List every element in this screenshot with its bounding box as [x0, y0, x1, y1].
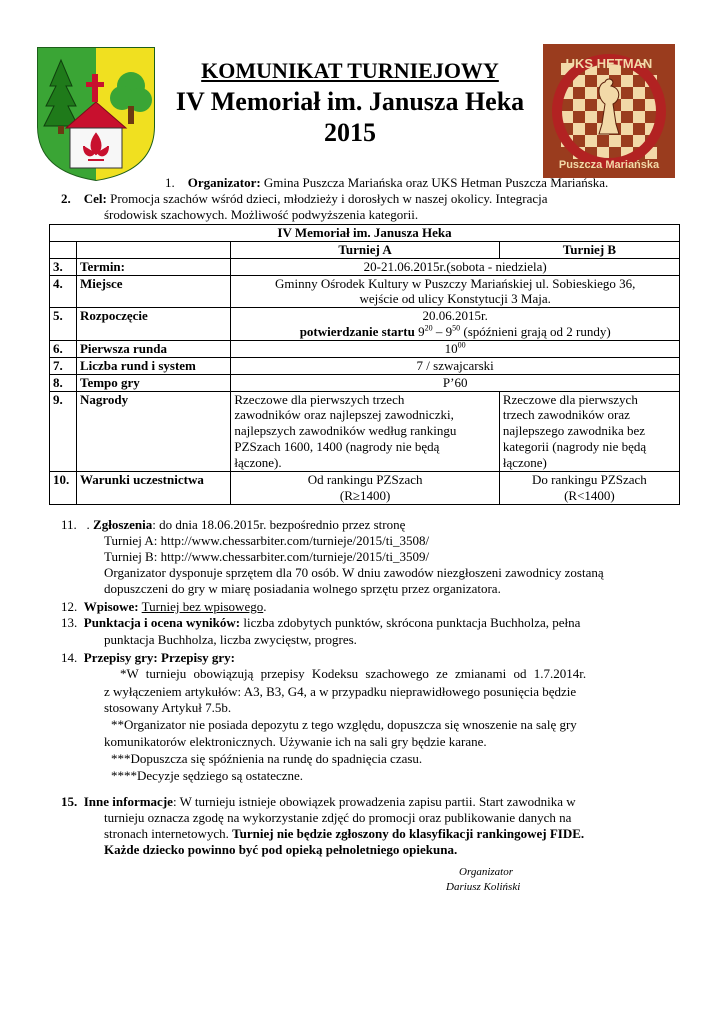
- board-square: [621, 123, 633, 135]
- confirm-label: potwierdzanie startu: [299, 324, 415, 340]
- rules-line: **Organizator nie posiada depozytu z tego względu, dopuszcza się wnoszenie na salę gry: [111, 717, 577, 732]
- table-row: [50, 258, 680, 275]
- row-number: 7.: [50, 357, 77, 374]
- prize-b-line: najlepszego zawodnika bez: [502, 423, 646, 439]
- time-from-minutes: 20: [424, 323, 433, 333]
- rules-line: stosowany Artykuł 7.5b.: [104, 700, 232, 715]
- row-label: Nagrody: [79, 391, 129, 407]
- time-to-minutes: 50: [452, 323, 461, 333]
- prize-b-line: łączone): [502, 455, 547, 471]
- condition-a-rating: (R≥1400): [339, 487, 391, 503]
- section-entry-fee: [61, 599, 266, 615]
- registration-note-1: Organizator dysponuje sprzętem dla 70 osób. W dniu zawodów niezgłoszeni zawodnicy zostaną: [104, 565, 604, 580]
- entry-fee-text: Turniej bez wpisowego: [141, 599, 264, 614]
- row-value: P’60: [231, 374, 680, 391]
- other-info-label: Inne informacje: [83, 794, 173, 809]
- row-label: Termin:: [79, 258, 125, 274]
- row-number: 8.: [50, 374, 77, 391]
- rules-line: ****Decyzje sędziego są ostateczne.: [111, 768, 304, 783]
- row-label: Tempo gry: [79, 374, 140, 390]
- prize-a-line: PZSzach 1600, 1400 (nagrody nie będą: [234, 439, 440, 455]
- board-square: [621, 111, 633, 123]
- row-value: 7 / szwajcarski: [231, 357, 680, 374]
- condition-b-rating: (R<1400): [564, 487, 615, 503]
- row-label: Liczba rund i system: [79, 357, 196, 373]
- board-square: [621, 99, 633, 111]
- item-number: 1.: [165, 175, 175, 190]
- row-number: 9.: [50, 391, 77, 471]
- item-organizer: [165, 175, 608, 191]
- board-square: [609, 135, 621, 147]
- row-number: 4.: [50, 275, 77, 308]
- registration-note-2: dopuszczeni do gry w miarę posiadania wolnego sprzętu przez organizatora.: [104, 581, 501, 596]
- entry-fee-label: Wpisowe:: [83, 599, 139, 614]
- rules-line: ***Dopuszcza się spóźnienia na rundę do spadnięcia czasu.: [111, 751, 423, 766]
- tournament-name: IV Memoriał im. Janusza Heka: [175, 87, 525, 116]
- uks-hetman-logo: [543, 44, 675, 178]
- board-square: [585, 75, 597, 87]
- prize-b-line: Rzeczowe dla pierwszych: [502, 391, 638, 407]
- section-number: 14.: [61, 650, 78, 665]
- time-to: 9: [445, 324, 453, 340]
- scoring-text-2: punktacja Buchholza, liczba zwycięstw, progres.: [104, 632, 357, 647]
- table-row: [50, 275, 680, 308]
- time-from: 9: [418, 324, 425, 340]
- board-square: [633, 87, 645, 99]
- board-square: [633, 111, 645, 123]
- prize-b-line: trzech zawodników oraz: [502, 407, 630, 423]
- board-square: [573, 87, 585, 99]
- tournament-year: 2015: [324, 118, 376, 147]
- row-label: Miejsce: [79, 275, 123, 291]
- table-row: [50, 357, 680, 374]
- rules-line: komunikatorów elektronicznych. Używanie ich na sali gry będzie karane.: [104, 734, 487, 749]
- first-round-hour: 10: [444, 341, 458, 357]
- rules-line: z wyłączeniem artykułów: A3, B3, G4, a w przypadku nieprawidłowego posunięcia będzie: [104, 684, 577, 699]
- board-square: [573, 99, 585, 111]
- board-square: [585, 123, 597, 135]
- registration-label: Zgłoszenia: [93, 517, 153, 532]
- board-square: [633, 123, 645, 135]
- section-number: 12.: [61, 599, 78, 614]
- goal-label: Cel:: [83, 191, 107, 206]
- entry-fee-end: .: [263, 599, 267, 614]
- table-row: [50, 308, 680, 341]
- table-header-row: [50, 241, 680, 258]
- prize-a-line: Rzeczowe dla pierwszych trzech: [234, 391, 405, 407]
- goal-text-1: Promocja szachów wśród dzieci, młodzieży i dorosłych w naszej okolicy. Integracja: [106, 191, 548, 206]
- condition-a: Od rankingu PZSzach: [307, 471, 423, 487]
- section-rules: [61, 650, 235, 666]
- guardian-note: Każde dziecko powinno być pod opieką pełnoletniego opiekuna.: [104, 842, 458, 857]
- row-value: Gminny Ośrodek Kultury w Puszczy Mariańskiej ul. Sobieskiego 36,: [275, 275, 636, 291]
- rules-label: Przepisy gry: Przepisy gry:: [83, 650, 236, 665]
- column-turniej-a: Turniej A: [338, 241, 392, 257]
- section-registration: [61, 517, 405, 533]
- row-value: wejście od ulicy Konstytucji 3 Maja.: [359, 291, 551, 307]
- start-date: 20.06.2015r.: [422, 308, 488, 324]
- item-goal: [61, 191, 548, 207]
- section-scoring: [61, 615, 580, 631]
- table-caption-row: [50, 225, 680, 242]
- late-note: (spóźnieni grają od 2 rundy): [460, 324, 611, 340]
- condition-b: Do rankingu PZSzach: [532, 471, 647, 487]
- section-number: 11.: [61, 517, 77, 532]
- fide-note: Turniej nie będzie zgłoszony do klasyfikacji rankingowej FIDE.: [232, 826, 585, 841]
- signature-name: Dariusz Koliński: [446, 881, 521, 893]
- goal-text-2: środowisk szachowych. Możliwość podwyższenia kategorii.: [104, 207, 419, 222]
- time-dash: –: [432, 324, 446, 340]
- table-row: [50, 391, 680, 471]
- registration-text: : do dnia 18.06.2015r. bezpośrednio przez stronę: [152, 517, 406, 532]
- organizer-text: Gmina Puszcza Mariańska oraz UKS Hetman Puszcza Mariańska.: [260, 175, 609, 190]
- scoring-label: Punktacja i ocena wyników:: [83, 615, 241, 630]
- board-square: [585, 87, 597, 99]
- row-number: 5.: [50, 308, 77, 341]
- board-square: [621, 75, 633, 87]
- table-caption: IV Memoriał im. Janusza Heka: [277, 225, 452, 240]
- row-number: 10.: [50, 471, 77, 504]
- board-square: [585, 111, 597, 123]
- logo-top-text: UKS HETMAN: [565, 56, 653, 71]
- board-square: [621, 135, 633, 147]
- logo-bottom-text: Puszcza Mariańska: [558, 159, 660, 171]
- board-square: [573, 111, 585, 123]
- board-square: [621, 87, 633, 99]
- row-number: 6.: [50, 341, 77, 358]
- board-square: [597, 135, 609, 147]
- tournament-table: [49, 224, 680, 505]
- prize-a-line: zawodników oraz najlepszej zawodniczki,: [234, 407, 454, 423]
- rules-line: *W turnieju obowiązują przepisy Kodeksu szachowego ze zmianami od 1.7.2014r.: [120, 666, 587, 681]
- signature-role: Organizator: [459, 866, 513, 878]
- prize-b-line: kategorii (nagrody nie będą: [502, 439, 647, 455]
- table-row: [50, 374, 680, 391]
- other-info-text-1: : W turnieju istnieje obowiązek prowadzenia zapisu partii. Start zawodnika w: [172, 794, 576, 809]
- first-round-minutes: 00: [457, 340, 466, 350]
- board-square: [585, 135, 597, 147]
- table-row: [50, 341, 680, 358]
- section-prefix: .: [86, 517, 94, 532]
- section-number: 15.: [61, 794, 78, 809]
- registration-link-b[interactable]: Turniej B: http://www.chessarbiter.com/turnieje/2015/ti_3509/: [104, 549, 430, 564]
- item-number: 2.: [61, 191, 71, 206]
- organizer-label: Organizator:: [187, 175, 261, 190]
- row-value: 20-21.06.2015r.(sobota - niedziela): [231, 258, 680, 275]
- gmina-coat-of-arms: [36, 46, 156, 182]
- page-title: KOMUNIKAT TURNIEJOWY: [201, 58, 499, 83]
- row-label: Warunki uczestnictwa: [79, 471, 204, 487]
- row-number: 3.: [50, 258, 77, 275]
- scoring-text-1: liczba zdobytych punktów, skrócona punktacja Buchholza, pełna: [240, 615, 581, 630]
- table-row: [50, 471, 680, 504]
- board-square: [573, 123, 585, 135]
- column-turniej-b: Turniej B: [562, 241, 617, 257]
- prize-a-line: najlepszych zawodników według rankingu: [234, 423, 457, 439]
- row-label: Pierwsza runda: [79, 341, 167, 357]
- prize-a-line: łączone).: [234, 455, 282, 471]
- board-square: [585, 99, 597, 111]
- other-info-text-2: turnieju oznacza zgodę na wykorzystanie zdjęć do promocji oraz publikowanie danych na: [104, 810, 572, 825]
- board-square: [633, 99, 645, 111]
- row-label: Rozpoczęcie: [79, 308, 148, 324]
- other-info-text-3: [104, 826, 584, 842]
- other-info-text-3a: stronach internetowych.: [104, 826, 233, 841]
- registration-link-a[interactable]: Turniej A: http://www.chessarbiter.com/turnieje/2015/ti_3508/: [104, 533, 430, 548]
- section-number: 13.: [61, 615, 78, 630]
- section-other-info: [61, 794, 576, 810]
